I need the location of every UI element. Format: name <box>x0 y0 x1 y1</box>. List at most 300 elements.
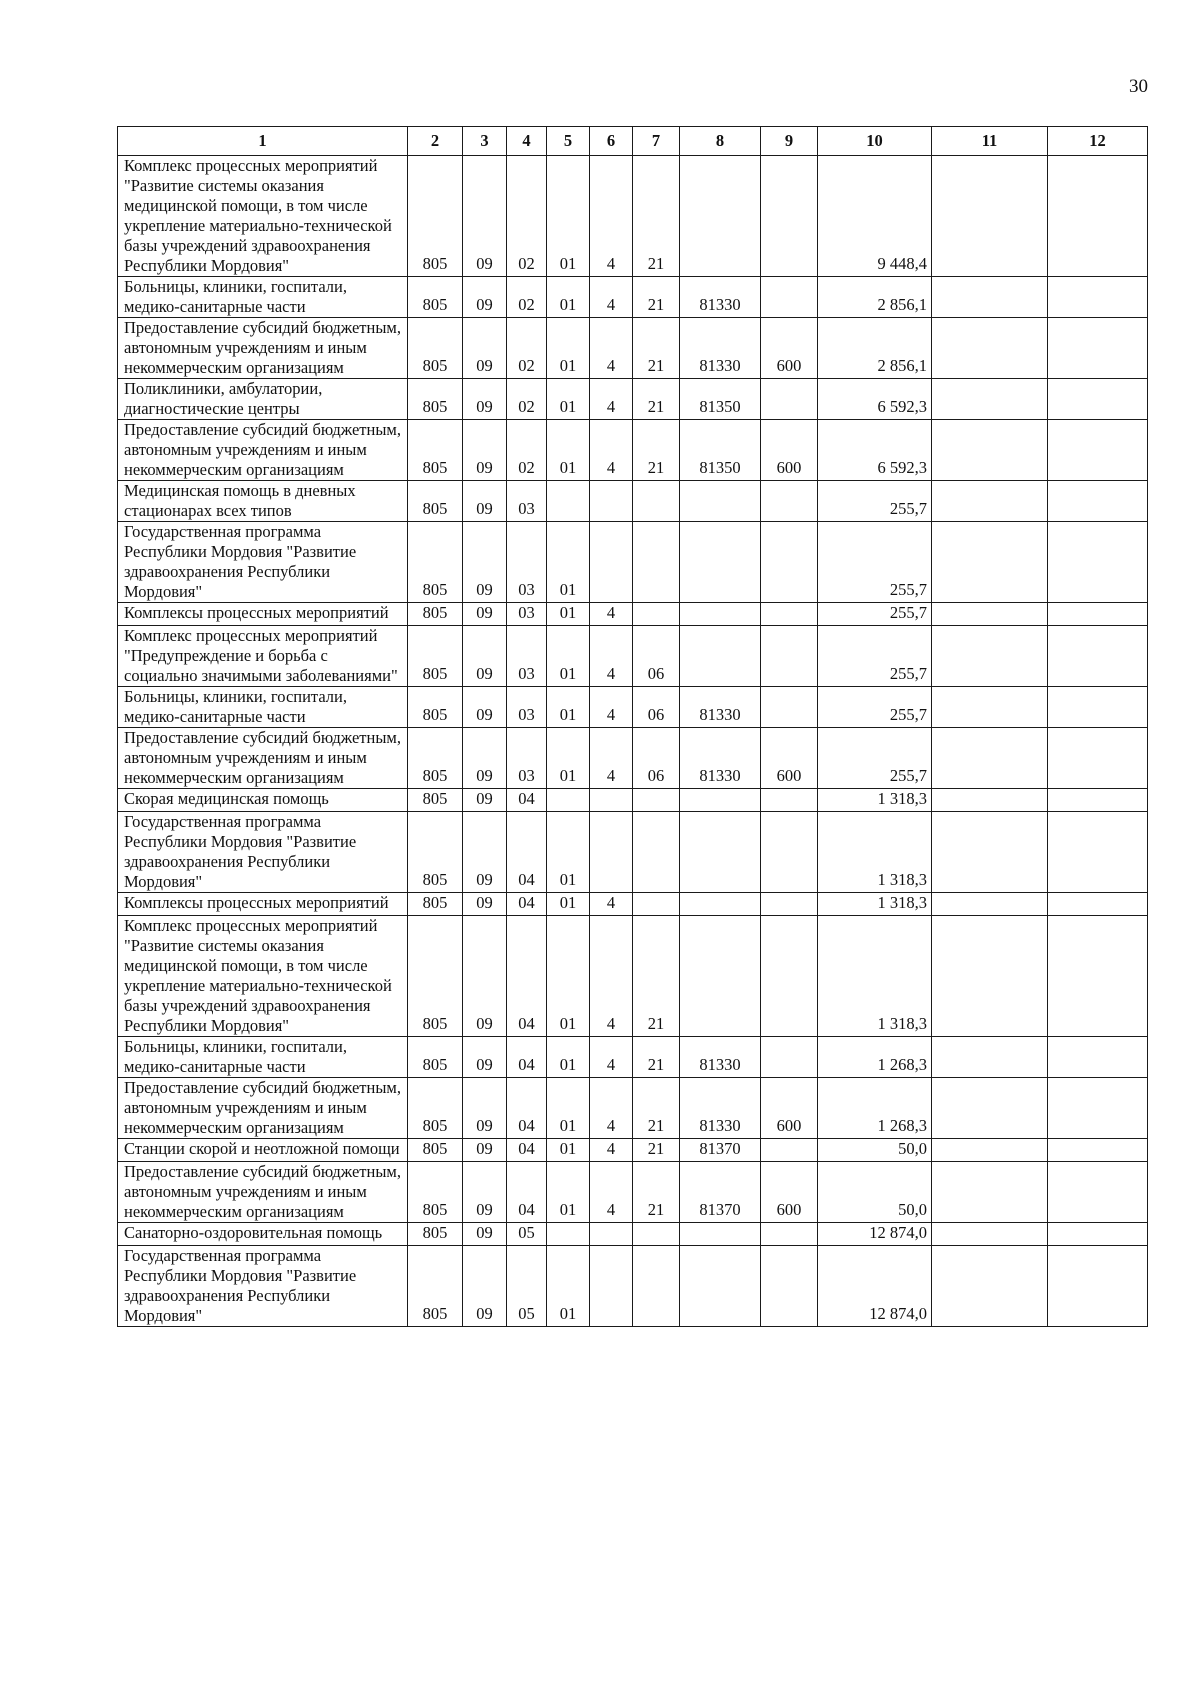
table-row <box>118 156 1148 277</box>
amount-cell: 1 268,3 <box>818 1078 932 1139</box>
code-cell-c3: 09 <box>463 603 507 626</box>
table-row <box>118 687 1148 728</box>
code-cell-c8: 81370 <box>680 1162 761 1223</box>
code-cell-c6 <box>590 1246 633 1327</box>
row-name: Предоставление субсидий бюджетным, автономным учреждениям и иным некоммерческим организациям <box>124 1078 401 1137</box>
code-cell-c9: 600 <box>761 318 818 379</box>
code-cell-c5: 01 <box>547 1078 590 1139</box>
code-cell-c12 <box>1048 522 1148 603</box>
code-cell-c11 <box>932 1246 1048 1327</box>
code-cell-c4: 02 <box>507 318 547 379</box>
header-cell: 4 <box>507 127 547 156</box>
code-cell-c3: 09 <box>463 893 507 916</box>
amount-cell: 2 856,1 <box>818 318 932 379</box>
code-cell-c8: 81330 <box>680 1037 761 1078</box>
row-name: Государственная программа Республики Мордовия "Развитие здравоохранения Республики Мордовия" <box>124 1246 357 1325</box>
code-cell-c7: 21 <box>633 1139 680 1162</box>
row-name-cell <box>118 1037 408 1078</box>
amount-cell: 6 592,3 <box>818 379 932 420</box>
code-cell-c9 <box>761 626 818 687</box>
row-name-cell <box>118 522 408 603</box>
code-cell-c7: 06 <box>633 626 680 687</box>
code-cell-c11 <box>932 420 1048 481</box>
amount-cell: 255,7 <box>818 522 932 603</box>
code-cell-c4: 03 <box>507 728 547 789</box>
code-cell-c6 <box>590 789 633 812</box>
code-cell-c6: 4 <box>590 916 633 1037</box>
table-row <box>118 812 1148 893</box>
table-row <box>118 789 1148 812</box>
table-row <box>118 1246 1148 1327</box>
code-cell-c9 <box>761 812 818 893</box>
amount-cell: 255,7 <box>818 603 932 626</box>
row-name-cell <box>118 277 408 318</box>
header-cell: 1 <box>118 127 408 156</box>
code-cell-c8: 81330 <box>680 728 761 789</box>
code-cell-c5: 01 <box>547 1037 590 1078</box>
code-cell-c11 <box>932 1078 1048 1139</box>
code-cell-c3: 09 <box>463 916 507 1037</box>
row-name: Государственная программа Республики Мордовия "Развитие здравоохранения Республики Мордовия" <box>124 522 357 601</box>
code-cell-c12 <box>1048 420 1148 481</box>
row-name-cell <box>118 379 408 420</box>
code-cell-c4: 05 <box>507 1223 547 1246</box>
table-row <box>118 916 1148 1037</box>
table-row <box>118 1078 1148 1139</box>
code-cell-c7: 21 <box>633 318 680 379</box>
row-name: Комплексы процессных мероприятий <box>124 603 389 622</box>
code-cell-c3: 09 <box>463 481 507 522</box>
row-name-cell <box>118 893 408 916</box>
code-cell-c7: 21 <box>633 156 680 277</box>
row-name-cell <box>118 687 408 728</box>
row-name: Предоставление субсидий бюджетным, автономным учреждениям и иным некоммерческим организациям <box>124 420 401 479</box>
code-cell-c8: 81350 <box>680 420 761 481</box>
code-cell-c7 <box>633 1246 680 1327</box>
code-cell-c2: 805 <box>408 1246 463 1327</box>
code-cell-c11 <box>932 1162 1048 1223</box>
code-cell-c7 <box>633 789 680 812</box>
code-cell-c9 <box>761 603 818 626</box>
code-cell-c11 <box>932 379 1048 420</box>
code-cell-c2: 805 <box>408 156 463 277</box>
amount-cell: 50,0 <box>818 1162 932 1223</box>
row-name-cell <box>118 789 408 812</box>
code-cell-c12 <box>1048 481 1148 522</box>
row-name: Предоставление субсидий бюджетным, автономным учреждениям и иным некоммерческим организациям <box>124 728 401 787</box>
code-cell-c5: 01 <box>547 1246 590 1327</box>
code-cell-c6: 4 <box>590 1162 633 1223</box>
amount-cell: 12 874,0 <box>818 1246 932 1327</box>
code-cell-c7: 21 <box>633 420 680 481</box>
code-cell-c8: 81370 <box>680 1139 761 1162</box>
code-cell-c11 <box>932 812 1048 893</box>
row-name: Скорая медицинская помощь <box>124 789 329 808</box>
code-cell-c12 <box>1048 916 1148 1037</box>
row-name: Комплекс процессных мероприятий "Развитие системы оказания медицинской помощи, в том числе укрепление материально-технической базы учреждений здравоохранения Республики Мордовия" <box>124 156 392 275</box>
code-cell-c6: 4 <box>590 728 633 789</box>
code-cell-c7: 21 <box>633 379 680 420</box>
code-cell-c2: 805 <box>408 916 463 1037</box>
code-cell-c8 <box>680 156 761 277</box>
amount-cell: 9 448,4 <box>818 156 932 277</box>
row-name: Больницы, клиники, госпитали, медико-санитарные части <box>124 687 347 726</box>
code-cell-c2: 805 <box>408 481 463 522</box>
row-name: Больницы, клиники, госпитали, медико-санитарные части <box>124 277 347 316</box>
code-cell-c3: 09 <box>463 522 507 603</box>
row-name: Комплекс процессных мероприятий "Развитие системы оказания медицинской помощи, в том числе укрепление материально-технической базы учреждений здравоохранения Республики Мордовия" <box>124 916 392 1035</box>
code-cell-c11 <box>932 522 1048 603</box>
amount-cell: 2 856,1 <box>818 277 932 318</box>
row-name-cell <box>118 156 408 277</box>
code-cell-c5: 01 <box>547 893 590 916</box>
code-cell-c9 <box>761 379 818 420</box>
row-name-cell <box>118 916 408 1037</box>
code-cell-c4: 04 <box>507 1037 547 1078</box>
amount-cell: 1 318,3 <box>818 916 932 1037</box>
code-cell-c9 <box>761 481 818 522</box>
code-cell-c12 <box>1048 687 1148 728</box>
code-cell-c4: 04 <box>507 916 547 1037</box>
code-cell-c12 <box>1048 1078 1148 1139</box>
code-cell-c5: 01 <box>547 812 590 893</box>
code-cell-c8: 81330 <box>680 1078 761 1139</box>
table-row <box>118 1162 1148 1223</box>
table-row <box>118 277 1148 318</box>
table-row <box>118 1223 1148 1246</box>
code-cell-c8: 81330 <box>680 318 761 379</box>
code-cell-c3: 09 <box>463 1246 507 1327</box>
code-cell-c7 <box>633 893 680 916</box>
code-cell-c3: 09 <box>463 626 507 687</box>
row-name-cell <box>118 1078 408 1139</box>
code-cell-c2: 805 <box>408 1162 463 1223</box>
table-body <box>118 156 1148 1327</box>
code-cell-c3: 09 <box>463 1078 507 1139</box>
code-cell-c6: 4 <box>590 379 633 420</box>
header-cell: 5 <box>547 127 590 156</box>
code-cell-c8 <box>680 812 761 893</box>
code-cell-c6: 4 <box>590 156 633 277</box>
code-cell-c9 <box>761 156 818 277</box>
code-cell-c8: 81350 <box>680 379 761 420</box>
code-cell-c4: 05 <box>507 1246 547 1327</box>
code-cell-c12 <box>1048 1162 1148 1223</box>
code-cell-c6: 4 <box>590 687 633 728</box>
code-cell-c6: 4 <box>590 420 633 481</box>
code-cell-c5: 01 <box>547 603 590 626</box>
header-cell: 9 <box>761 127 818 156</box>
row-name-cell <box>118 1223 408 1246</box>
code-cell-c6: 4 <box>590 626 633 687</box>
code-cell-c3: 09 <box>463 812 507 893</box>
code-cell-c3: 09 <box>463 1139 507 1162</box>
table-row <box>118 522 1148 603</box>
header-cell: 7 <box>633 127 680 156</box>
code-cell-c5: 01 <box>547 318 590 379</box>
code-cell-c4: 04 <box>507 812 547 893</box>
code-cell-c6 <box>590 522 633 603</box>
row-name: Поликлиники, амбулатории, диагностические центры <box>124 379 323 418</box>
code-cell-c3: 09 <box>463 789 507 812</box>
code-cell-c7 <box>633 1223 680 1246</box>
code-cell-c3: 09 <box>463 379 507 420</box>
code-cell-c3: 09 <box>463 277 507 318</box>
code-cell-c12 <box>1048 318 1148 379</box>
row-name: Комплекс процессных мероприятий "Предупреждение и борьба с социально значимыми заболеваниями" <box>124 626 398 685</box>
page-number: 30 <box>1129 76 1148 97</box>
code-cell-c4: 04 <box>507 1162 547 1223</box>
header-cell: 2 <box>408 127 463 156</box>
amount-cell: 12 874,0 <box>818 1223 932 1246</box>
header-cell: 3 <box>463 127 507 156</box>
code-cell-c5: 01 <box>547 1162 590 1223</box>
code-cell-c6: 4 <box>590 277 633 318</box>
header-cell: 10 <box>818 127 932 156</box>
code-cell-c9 <box>761 1037 818 1078</box>
code-cell-c12 <box>1048 156 1148 277</box>
code-cell-c8 <box>680 1223 761 1246</box>
code-cell-c12 <box>1048 277 1148 318</box>
code-cell-c12 <box>1048 728 1148 789</box>
code-cell-c5: 01 <box>547 687 590 728</box>
header-cell: 6 <box>590 127 633 156</box>
code-cell-c2: 805 <box>408 522 463 603</box>
code-cell-c4: 04 <box>507 893 547 916</box>
code-cell-c12 <box>1048 812 1148 893</box>
code-cell-c12 <box>1048 789 1148 812</box>
code-cell-c3: 09 <box>463 156 507 277</box>
code-cell-c8 <box>680 1246 761 1327</box>
code-cell-c4: 04 <box>507 1139 547 1162</box>
code-cell-c7 <box>633 481 680 522</box>
row-name-cell <box>118 420 408 481</box>
code-cell-c7: 21 <box>633 1162 680 1223</box>
code-cell-c9 <box>761 1139 818 1162</box>
table-row <box>118 481 1148 522</box>
code-cell-c12 <box>1048 1037 1148 1078</box>
code-cell-c11 <box>932 1223 1048 1246</box>
code-cell-c2: 805 <box>408 687 463 728</box>
code-cell-c4: 03 <box>507 687 547 728</box>
code-cell-c8 <box>680 603 761 626</box>
code-cell-c2: 805 <box>408 420 463 481</box>
row-name: Государственная программа Республики Мордовия "Развитие здравоохранения Республики Мордовия" <box>124 812 357 891</box>
amount-cell: 6 592,3 <box>818 420 932 481</box>
code-cell-c2: 805 <box>408 1078 463 1139</box>
code-cell-c6: 4 <box>590 893 633 916</box>
code-cell-c9: 600 <box>761 728 818 789</box>
code-cell-c12 <box>1048 379 1148 420</box>
code-cell-c7 <box>633 603 680 626</box>
amount-cell: 1 268,3 <box>818 1037 932 1078</box>
code-cell-c7: 21 <box>633 1037 680 1078</box>
code-cell-c4: 03 <box>507 481 547 522</box>
code-cell-c11 <box>932 1037 1048 1078</box>
code-cell-c9 <box>761 916 818 1037</box>
code-cell-c5 <box>547 481 590 522</box>
table-row <box>118 1037 1148 1078</box>
code-cell-c2: 805 <box>408 603 463 626</box>
code-cell-c11 <box>932 893 1048 916</box>
table-row <box>118 1139 1148 1162</box>
row-name-cell <box>118 812 408 893</box>
code-cell-c12 <box>1048 1246 1148 1327</box>
code-cell-c5: 01 <box>547 1139 590 1162</box>
amount-cell: 1 318,3 <box>818 812 932 893</box>
code-cell-c7: 21 <box>633 916 680 1037</box>
code-cell-c11 <box>932 626 1048 687</box>
row-name-cell <box>118 728 408 789</box>
row-name: Станции скорой и неотложной помощи <box>124 1139 400 1158</box>
table-row <box>118 626 1148 687</box>
code-cell-c9 <box>761 1223 818 1246</box>
code-cell-c5: 01 <box>547 156 590 277</box>
code-cell-c4: 04 <box>507 1078 547 1139</box>
code-cell-c11 <box>932 687 1048 728</box>
code-cell-c3: 09 <box>463 1037 507 1078</box>
header-row <box>118 127 1148 156</box>
code-cell-c3: 09 <box>463 1223 507 1246</box>
code-cell-c6: 4 <box>590 603 633 626</box>
code-cell-c11 <box>932 603 1048 626</box>
code-cell-c4: 04 <box>507 789 547 812</box>
header-cell: 11 <box>932 127 1048 156</box>
code-cell-c9 <box>761 277 818 318</box>
row-name: Санаторно-оздоровительная помощь <box>124 1223 383 1242</box>
code-cell-c2: 805 <box>408 812 463 893</box>
code-cell-c11 <box>932 318 1048 379</box>
code-cell-c12 <box>1048 1139 1148 1162</box>
code-cell-c3: 09 <box>463 1162 507 1223</box>
code-cell-c8 <box>680 893 761 916</box>
code-cell-c11 <box>932 789 1048 812</box>
code-cell-c5 <box>547 1223 590 1246</box>
row-name: Больницы, клиники, госпитали, медико-санитарные части <box>124 1037 347 1076</box>
header-cell: 12 <box>1048 127 1148 156</box>
code-cell-c9: 600 <box>761 420 818 481</box>
code-cell-c6 <box>590 812 633 893</box>
code-cell-c4: 02 <box>507 379 547 420</box>
code-cell-c6: 4 <box>590 1139 633 1162</box>
code-cell-c3: 09 <box>463 318 507 379</box>
row-name: Комплексы процессных мероприятий <box>124 893 389 912</box>
code-cell-c3: 09 <box>463 687 507 728</box>
header-cell: 8 <box>680 127 761 156</box>
code-cell-c9 <box>761 893 818 916</box>
code-cell-c7: 06 <box>633 728 680 789</box>
code-cell-c7: 21 <box>633 1078 680 1139</box>
code-cell-c8: 81330 <box>680 687 761 728</box>
code-cell-c4: 02 <box>507 156 547 277</box>
code-cell-c12 <box>1048 1223 1148 1246</box>
table-header <box>118 127 1148 156</box>
code-cell-c9 <box>761 687 818 728</box>
code-cell-c6: 4 <box>590 1078 633 1139</box>
code-cell-c6 <box>590 1223 633 1246</box>
amount-cell: 1 318,3 <box>818 893 932 916</box>
code-cell-c2: 805 <box>408 277 463 318</box>
amount-cell: 255,7 <box>818 626 932 687</box>
code-cell-c5: 01 <box>547 379 590 420</box>
code-cell-c9 <box>761 522 818 603</box>
code-cell-c11 <box>932 277 1048 318</box>
table-row <box>118 420 1148 481</box>
code-cell-c5: 01 <box>547 522 590 603</box>
code-cell-c9 <box>761 1246 818 1327</box>
code-cell-c7: 06 <box>633 687 680 728</box>
code-cell-c8 <box>680 626 761 687</box>
code-cell-c4: 02 <box>507 420 547 481</box>
row-name: Предоставление субсидий бюджетным, автономным учреждениям и иным некоммерческим организациям <box>124 318 401 377</box>
code-cell-c11 <box>932 1139 1048 1162</box>
table-row <box>118 318 1148 379</box>
row-name-cell <box>118 626 408 687</box>
code-cell-c12 <box>1048 603 1148 626</box>
code-cell-c2: 805 <box>408 379 463 420</box>
code-cell-c7: 21 <box>633 277 680 318</box>
amount-cell: 255,7 <box>818 728 932 789</box>
code-cell-c11 <box>932 156 1048 277</box>
budget-table <box>117 126 1148 1327</box>
row-name-cell <box>118 1246 408 1327</box>
code-cell-c2: 805 <box>408 318 463 379</box>
code-cell-c4: 02 <box>507 277 547 318</box>
row-name-cell <box>118 481 408 522</box>
code-cell-c7 <box>633 812 680 893</box>
code-cell-c2: 805 <box>408 626 463 687</box>
code-cell-c2: 805 <box>408 1037 463 1078</box>
code-cell-c6 <box>590 481 633 522</box>
code-cell-c4: 03 <box>507 626 547 687</box>
row-name-cell <box>118 1162 408 1223</box>
code-cell-c5: 01 <box>547 728 590 789</box>
amount-cell: 1 318,3 <box>818 789 932 812</box>
table-row <box>118 728 1148 789</box>
code-cell-c5: 01 <box>547 626 590 687</box>
table-row <box>118 603 1148 626</box>
code-cell-c3: 09 <box>463 420 507 481</box>
code-cell-c12 <box>1048 893 1148 916</box>
row-name: Предоставление субсидий бюджетным, автономным учреждениям и иным некоммерческим организациям <box>124 1162 401 1221</box>
code-cell-c8 <box>680 916 761 1037</box>
code-cell-c12 <box>1048 626 1148 687</box>
code-cell-c11 <box>932 728 1048 789</box>
row-name-cell <box>118 318 408 379</box>
amount-cell: 255,7 <box>818 687 932 728</box>
code-cell-c11 <box>932 916 1048 1037</box>
code-cell-c2: 805 <box>408 789 463 812</box>
code-cell-c8 <box>680 481 761 522</box>
table-row <box>118 379 1148 420</box>
amount-cell: 50,0 <box>818 1139 932 1162</box>
table-row <box>118 893 1148 916</box>
code-cell-c11 <box>932 481 1048 522</box>
code-cell-c5: 01 <box>547 916 590 1037</box>
row-name: Медицинская помощь в дневных стационарах всех типов <box>124 481 356 520</box>
code-cell-c2: 805 <box>408 1139 463 1162</box>
code-cell-c6: 4 <box>590 1037 633 1078</box>
code-cell-c5: 01 <box>547 420 590 481</box>
code-cell-c8 <box>680 522 761 603</box>
amount-cell: 255,7 <box>818 481 932 522</box>
code-cell-c4: 03 <box>507 522 547 603</box>
code-cell-c9 <box>761 789 818 812</box>
code-cell-c9: 600 <box>761 1162 818 1223</box>
code-cell-c5: 01 <box>547 277 590 318</box>
row-name-cell <box>118 1139 408 1162</box>
code-cell-c4: 03 <box>507 603 547 626</box>
